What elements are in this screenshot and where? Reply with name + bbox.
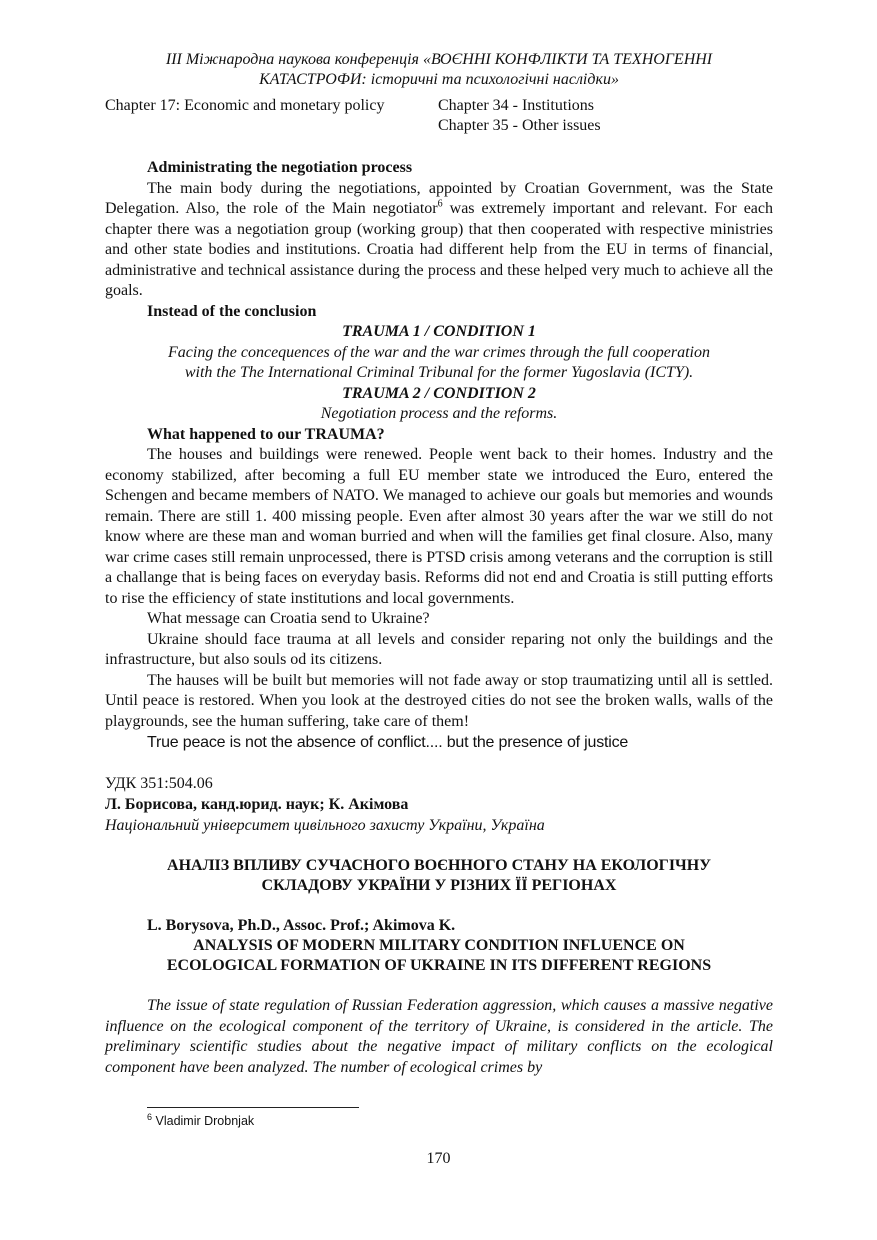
- article-title-en: ANALYSIS OF MODERN MILITARY CONDITION INFLUENCE ON ECOLOGICAL FORMATION OF UKRAINE IN ITS DIFFERENT REGIONS: [166, 937, 712, 974]
- udk-code: УДК 351:504.06: [105, 775, 213, 792]
- article-authors-en: L. Borysova, Ph.D., Assoc. Prof.; Akimova K.: [147, 917, 456, 934]
- article-title-ua: АНАЛІЗ ВПЛИВУ СУЧАСНОГО ВОЄННОГО СТАНУ НА ЕКОЛОГІЧНУ СКЛАДОВУ УКРАЇНИ У РІЗНИХ ЇЇ РЕГІОНАХ: [167, 857, 711, 894]
- chapters-list: [105, 96, 773, 136]
- header-line-2: КАТАСТРОФИ: історичні та психологічні наслідки»: [259, 71, 619, 88]
- trauma-2-text: Negotiation process and the reforms.: [320, 405, 558, 422]
- peace-quote: True peace is not the absence of conflict.... but the presence of justice: [147, 734, 629, 751]
- paragraph-ukraine: Ukraine should face trauma at all levels and consider reparing not only the buildings and the infrastructure, but also souls od its citizens.: [105, 630, 773, 668]
- section-heading-conclusion: Instead of the conclusion: [147, 302, 317, 320]
- article-abstract: The issue of state regulation of Russian Federation aggression, which causes a massive negative influence on the ecological component of the territory of Ukraine, is considered in the article. The preliminary scientific studies about the negative impact of military conflicts on the ecological component have been analyzed. The number of ecological crimes by: [105, 997, 773, 1076]
- paragraph-negotiation: The main body during the negotiations, appointed by Croatian Government, was the State Delegation. Also, the role of the Main negotiator$^6$ was extremely important and relevant. For each chapter there was a negotiation group (working group) that then cooperated with respective ministries and other state bodies and institutions. Croatia had different help from the EU in terms of financial, administrative and technical assistance during the process and these helped very much to achieve all the goals.: [105, 179, 773, 299]
- paragraph-trauma: The houses and buildings were renewed. People went back to their homes. Industry and the economy stabilized, after becoming a full EU member state we introduced the Euro, entered the Schengen and became members of NATO. We managed to achieve our goals but memories and wounds remain. There are still 1. 400 missing people. Even after almost 30 years after the war we still do not know where are these man and woman burried and when will the families get final closure. Also, many war crime cases still remain unprocessed, there is PTSD crisis among veterans and the corruption is still a challange that is being faces on everyday basis. Reforms did not end and Croatia is still putting efforts to rise the efficiency of state institutions and local governments.: [105, 446, 773, 607]
- article-affiliation: Національний університет цивільного захисту України, Україна: [105, 817, 545, 834]
- section-heading-negotiation: Administrating the negotiation process: [147, 159, 413, 176]
- page-content: [105, 50, 773, 1078]
- article-authors: Л. Борисова, канд.юрид. наук; К. Акімова: [105, 796, 409, 813]
- footnote-divider: [147, 1107, 359, 1108]
- trauma-1-text: Facing the concequences of the war and the war crimes through the full cooperation with the The International Criminal Tribunal for the former Yugoslavia (ICTY).: [168, 343, 710, 381]
- header-line-1: ІІІ Міжнародна наукова конференція «ВОЄННІ КОНФЛІКТИ ТА ТЕХНОГЕННІ: [165, 51, 713, 68]
- section-heading-what-happened: What happened to our TRAUMA?: [147, 425, 385, 443]
- page-number: 170: [426, 1150, 451, 1167]
- chapter-34: Chapter 34 - Institutions: [438, 97, 594, 114]
- paragraph-question: What message can Croatia send to Ukraine?: [147, 610, 430, 627]
- footnote-ref: 6: [437, 198, 443, 210]
- chapter-35: Chapter 35 - Other issues: [438, 117, 601, 134]
- conference-header: [105, 50, 773, 90]
- trauma-1-heading: TRAUMA 1 / CONDITION 1: [342, 323, 536, 340]
- footnote: $^6$ Vladimir Drobnjak: [147, 1111, 255, 1128]
- paragraph-hauses: The hauses will be built but memories will not fade away or stop traumatizing until all is settled. Until peace is restored. When you look at the destroyed cities do not see the broken walls, walls of the playgrounds, see the human suffering, take care of them!: [105, 671, 773, 730]
- trauma-2-heading: TRAUMA 2 / CONDITION 2: [342, 384, 536, 402]
- chapter-17: Chapter 17: Economic and monetary policy: [105, 97, 385, 114]
